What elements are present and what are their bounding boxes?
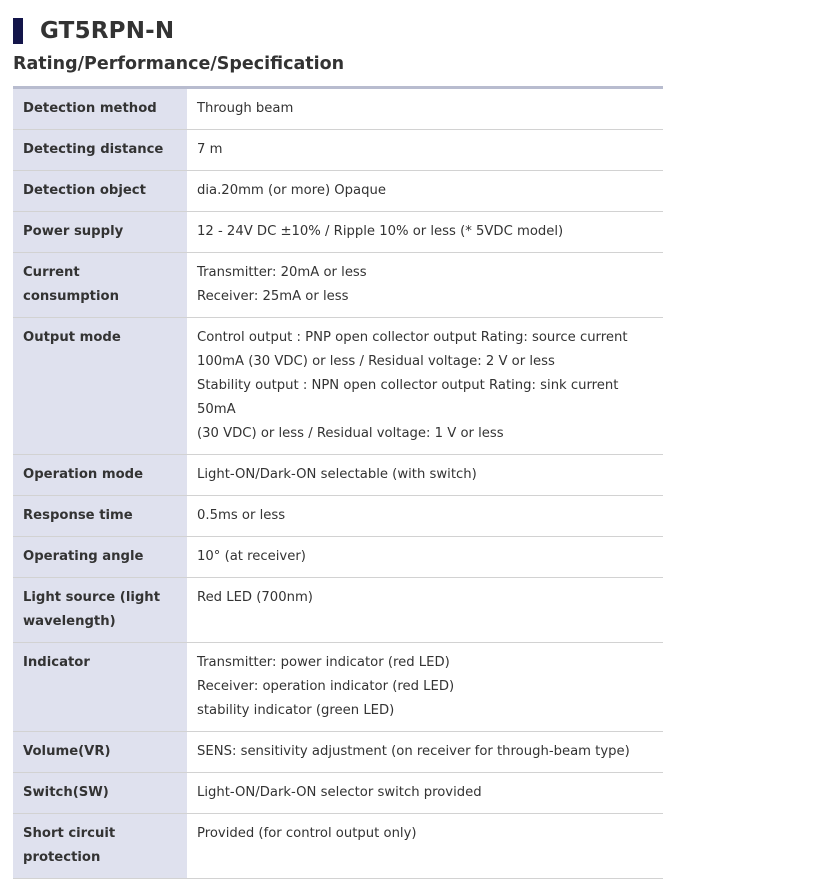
spec-row	[13, 496, 663, 537]
spec-row	[13, 643, 663, 732]
spec-label: Detection object	[13, 171, 187, 212]
spec-label: Operating angle	[13, 537, 187, 578]
page-header	[13, 16, 174, 46]
spec-value-line: Receiver: 25mA or less	[197, 289, 349, 304]
spec-row	[13, 578, 663, 643]
spec-value-line: Red LED (700nm)	[197, 590, 313, 605]
spec-table	[13, 86, 663, 879]
spec-value-line: 12 - 24V DC ±10% / Ripple 10% or less (* 5VDC model)	[197, 224, 564, 239]
spec-row	[13, 773, 663, 814]
spec-value	[187, 88, 663, 130]
spec-value	[187, 130, 663, 171]
spec-value	[187, 171, 663, 212]
spec-label: Detecting distance	[13, 130, 187, 171]
spec-value	[187, 212, 663, 253]
spec-value-line: 10° (at receiver)	[197, 549, 306, 564]
spec-label: Indicator	[13, 643, 187, 732]
spec-value-line: Stability output : NPN open collector output Rating: sink current 50mA	[197, 378, 619, 417]
spec-row	[13, 130, 663, 171]
spec-row	[13, 732, 663, 773]
spec-value	[187, 496, 663, 537]
spec-label: Switch(SW)	[13, 773, 187, 814]
spec-value-line: SENS: sensitivity adjustment (on receiver for through-beam type)	[197, 744, 630, 759]
spec-value	[187, 773, 663, 814]
spec-value-line: Light-ON/Dark-ON selector switch provided	[197, 785, 482, 800]
spec-label: Detection method	[13, 88, 187, 130]
spec-label: Light source (light wavelength)	[13, 578, 187, 643]
spec-value-line: Through beam	[197, 101, 294, 116]
spec-table-body	[13, 88, 663, 879]
spec-row	[13, 318, 663, 455]
spec-value-line: Light-ON/Dark-ON selectable (with switch)	[197, 467, 477, 482]
spec-value-line: Transmitter: 20mA or less	[197, 265, 367, 280]
spec-label: Current consumption	[13, 253, 187, 318]
spec-value-line: (30 VDC) or less / Residual voltage: 1 V or less	[197, 426, 504, 441]
spec-label: Output mode	[13, 318, 187, 455]
page-title: GT5RPN-N	[40, 18, 175, 44]
spec-label: Power supply	[13, 212, 187, 253]
spec-row	[13, 253, 663, 318]
spec-value	[187, 578, 663, 643]
spec-label: Response time	[13, 496, 187, 537]
spec-label: Short circuit protection	[13, 814, 187, 879]
spec-row	[13, 814, 663, 879]
spec-value-line: dia.20mm (or more) Opaque	[197, 183, 386, 198]
spec-label: Volume(VR)	[13, 732, 187, 773]
spec-value	[187, 455, 663, 496]
spec-value-line: 100mA (30 VDC) or less / Residual voltage: 2 V or less	[197, 354, 555, 369]
spec-row	[13, 88, 663, 130]
spec-value-line: Control output : PNP open collector output Rating: source current	[197, 330, 628, 345]
spec-value	[187, 253, 663, 318]
spec-value	[187, 732, 663, 773]
spec-value-line: 7 m	[197, 142, 223, 157]
spec-value-line: Receiver: operation indicator (red LED)	[197, 679, 455, 694]
spec-label: Operation mode	[13, 455, 187, 496]
spec-row	[13, 455, 663, 496]
spec-value	[187, 814, 663, 879]
spec-value-line: 0.5ms or less	[197, 508, 286, 523]
spec-value	[187, 643, 663, 732]
spec-row	[13, 537, 663, 578]
section-subtitle: Rating/Performance/Specification	[13, 54, 345, 74]
spec-value-line: Transmitter: power indicator (red LED)	[197, 655, 450, 670]
spec-value	[187, 318, 663, 455]
title-accent-bar	[13, 18, 23, 44]
spec-row	[13, 171, 663, 212]
spec-value	[187, 537, 663, 578]
spec-value-line: Provided (for control output only)	[197, 826, 417, 841]
spec-row	[13, 212, 663, 253]
spec-value-line: stability indicator (green LED)	[197, 703, 395, 718]
